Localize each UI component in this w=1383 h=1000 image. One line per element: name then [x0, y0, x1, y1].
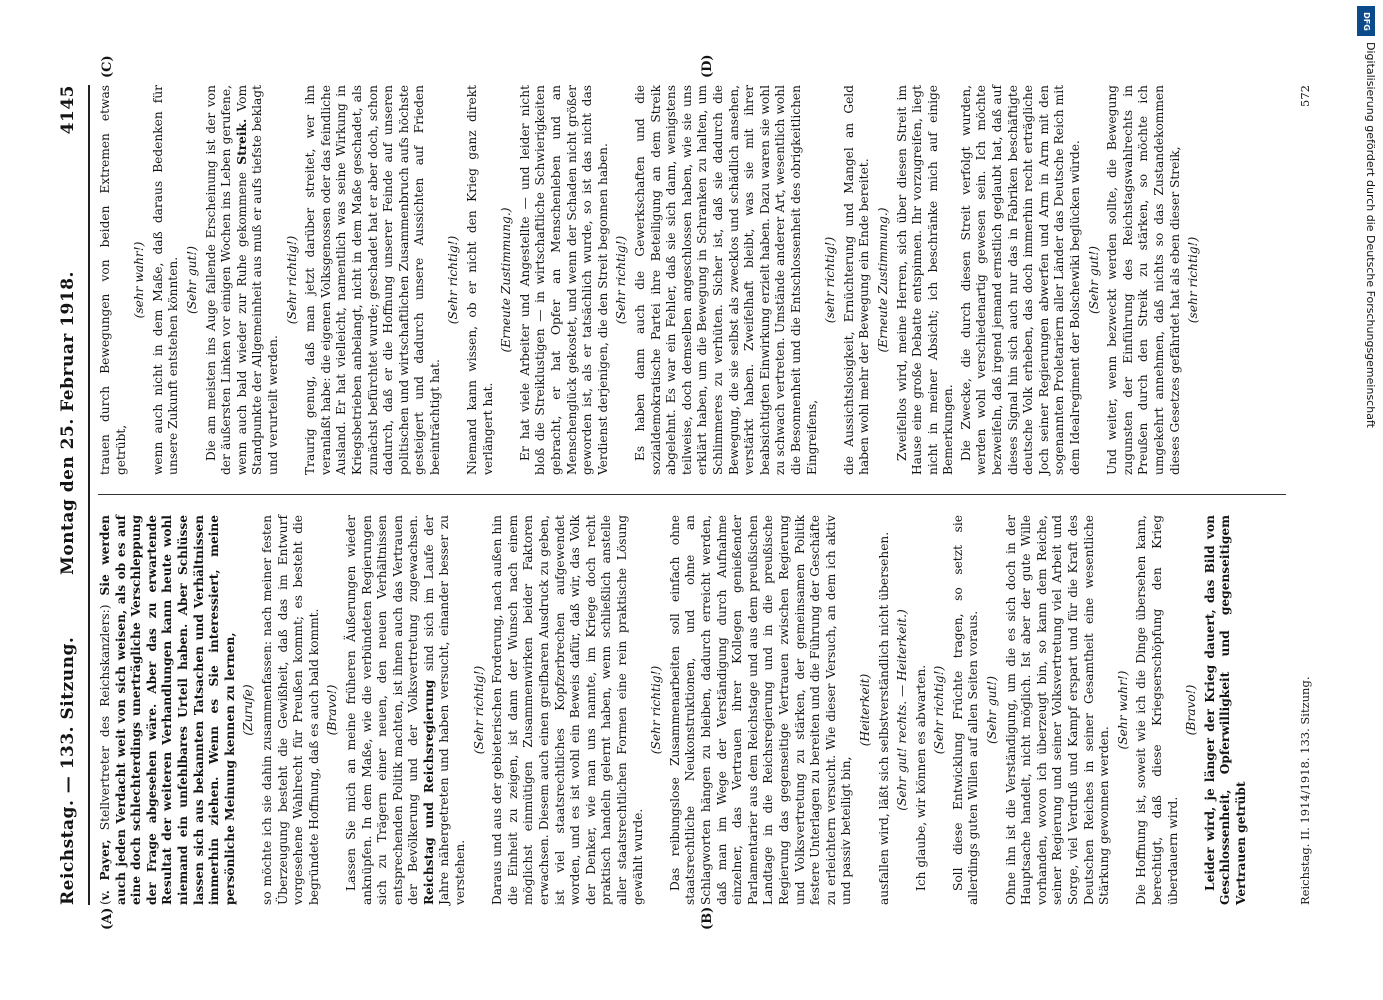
interjection: (Bravo!): [1184, 684, 1199, 736]
paragraph: Daraus und aus der gebieterischen Forderung, nach außen hin die Einheit zu zeigen, ist dann der Wunsch nach einem möglichst einmütigen Zusammenwirken beider Faktoren erwachsen. Diesem auch einen greifbaren Ausdruck zu geben, ist viel staatsrechtliches Kopfzerbrechen aufgewendet worden, und es ist wohl ein Beweis dafür, daß wir, das Volk der Denker, wie man uns nannte, im Kriege doch recht praktisch handeln gelernt haben, wenn schließlich anstelle aller staatsrechtlichen Formen eine rein praktische Lösung gewählt wurde.: [490, 515, 645, 905]
interjection: (Erneute Zustimmung.): [499, 207, 514, 353]
paragraph: Und weiter, wenn bezweckt werden sollte, die Bewegung zugunsten der Einführung des Reichstagswahlrechts in Preußen durch den Streik zu stärken, so möchte ich umgekehrt annehmen, daß nichts so das Zustandekommen dieses Gesetzes gefährdet hat als eben dieser Streik,: [1105, 85, 1182, 475]
margin-marker-b: (B): [700, 906, 715, 930]
interjection: (Sehr richtig!): [446, 235, 461, 325]
interjection: (sehr richtig!): [823, 236, 838, 324]
paragraph: Ich glaube, wir können es abwarten.: [913, 664, 928, 891]
paragraph: Ohne ihn ist die Verständigung, um die es sich doch in der Hauptsache handelt, nicht möglich. Ist aber der gute Wille vorhanden, wovon ich überzeugt bin, so kann dem Reiche, seiner Regierung und seiner Volksvertretung viel Arbeit und Sorge, viel Verdruß und Kampf erspart und für die Kraft des Deutschen Reiches in seiner Gesamtheit eine wesentliche Stärkung gewonnen werden.: [1003, 515, 1112, 905]
paragraph: Die Hoffnung ist, soweit wie ich die Dinge übersehen kann, berechtigt, daß diese Kriegserschöpfung den Krieg überdauern wird.: [1134, 515, 1180, 905]
header-rule: [88, 85, 90, 905]
emphasis: Reichstag und Reichsregierung: [421, 679, 436, 905]
paragraph-text: sind sich im Laufe der Jahre nähergetreten und haben versucht, einander besser zu verstehen.: [421, 515, 468, 905]
interjection: (Sehr gut!): [184, 245, 199, 315]
interjection: (Sehr richtig!): [932, 665, 947, 755]
paragraph: [204, 85, 282, 475]
interjection: (Sehr gut!): [1086, 245, 1101, 315]
paragraph-text: Lassen Sie mich an meine früheren Äußerungen wieder anknüpfen. In dem Maße, wie die verbündeten Regierungen sich zu Trägern einer neuen, den neuen Verhältnissen entsprechenden Politik machten, ist ihnen auch das Vertrauen der Bevölkerung und der Volksvertretung zugewachsen.: [343, 515, 421, 905]
paragraph: so möchte ich sie dahin zusammenfassen: nach meiner festen Überzeugung besteht die Gewißheit, daß das im Entwurf vorgesehene Wahlrecht für Preußen kommt; es besteht die begründete Hoffnung, daß es auch bald kommt.: [259, 515, 321, 905]
digitization-credit: [1355, 6, 1377, 606]
interjection: (Zurufe): [241, 684, 256, 736]
paragraph: Es haben dann auch die Gewerkschaften und die sozialdemokratische Partei ihre Beteiligung an dem Streik abgelehnt. Es war ein Fehler, daß sie sich dann, wenigstens teilweise, doch demselben angeschlossen haben, wie sie uns erklärt haben, um die Bewegung in Schranken zu halten, um Schlimmeres zu verhüten. Sicher ist, daß sie dadurch die Bewegung, die sie selbst als zwecklos und schädlich ansehen, verstärkt haben. Zweifelhaft bleibt, was sie mit ihrer beabsichtigten Einwirkung erzielt haben. Dazu waren sie wohl zu schwach vertreten. Umstände anderer Art, wesentlich wohl die Besonnenheit und die Entschlossenheit des obrigkeitlichen Eingreifens,: [633, 85, 819, 475]
speaker-role: Stellvertreter des Reichskanzlers:: [98, 609, 112, 831]
interjection: (Sehr gut! rechts. — Heiterkeit.): [895, 609, 910, 811]
paragraph: wenn auch nicht in dem Maße, daß daraus Bedenken für unsere Zukunft entstehen könnten.: [150, 85, 181, 475]
margin-marker-a: (A): [100, 907, 115, 930]
interjection: (Sehr richtig!): [649, 665, 664, 755]
paragraph: (v. Payer, Stellvertreter des Reichskanzlers:) Sie werden auch jeden Verdacht weit von sich weisen, als ob es auf eine doch schlechterdings unerträgliche Verschleppung der Frage abgesehen wäre. Aber das zu erwartende Resultat der weiteren Verhandlungen kann heute wohl niemand ein unfehlbares Urteil haben. Aber Schlüsse lassen sich aus bekannten Tatsachen und Verhältnissen immerhin ziehen. Wenn es Sie interessiert, meine persönliche Meinung kennen zu lernen,: [98, 515, 237, 905]
margin-marker-c: (C): [100, 55, 115, 78]
margin-marker-d: (D): [700, 54, 715, 78]
interjection: (Sehr richtig!): [284, 235, 299, 325]
dfg-logo-text: DFG: [1361, 11, 1371, 31]
interjection: (Sehr richtig!): [471, 665, 486, 755]
paragraph: ausfallen wird, läßt sich selbstverständlich nicht übersehen.: [876, 531, 891, 905]
interjection: (Sehr wahr!): [1115, 670, 1130, 750]
paragraph-text: Vom Standpunkte der Allgemeinheit aus muß er aufs tiefste beklagt und verurteilt werden.: [234, 84, 280, 475]
page-number: 4145: [58, 85, 78, 135]
right-column: [98, 85, 1205, 475]
paragraph-text: Sie werden auch jeden Verdacht weit von sich weisen, als ob es auf eine doch schlechterdings unerträgliche Verschleppung der Frage abgesehen wäre. Aber das zu erwartende Resultat der weiteren Verhandlungen kann heute wohl niemand ein unfehlbares Urteil haben. Aber Schlüsse lassen sich aus bekannten Tatsachen und Verhältnissen immerhin ziehen. Wenn es Sie interessiert, meine persönliche Meinung kennen zu lernen,: [98, 515, 237, 905]
paragraph: Das reibungslose Zusammenarbeiten soll einfach ohne staatsrechtliche Neukonstruktionen, und ohne an Schlagworten hängen zu bleiben, dadurch erreicht werden, daß man im Wege der Verständigung durch Aufnahme einzelner, das Vertrauen ihrer Kollegen genießender Parlamentarier aus dem Reichstage und aus dem preußischen Landtage in die Reichsregierung und in die preußische Regierung das gegenseitige Vertrauen zwischen Regierung und Volksvertretung zu stärken, der gemeinsamen Politik festere Unterlagen zu bereiten und die Führung der Geschäfte zu erleichtern versucht. Wie dieser Versuch, an dem ich aktiv und passiv beteiligt bin,: [667, 515, 854, 905]
paragraph: Niemand kann wissen, ob er nicht den Krieg ganz direkt verlängert hat.: [465, 85, 495, 475]
paragraph: Traurig genug, daß man jetzt darüber streitet, wer ihn veranlaßt habe: die eigenen Volksgenossen oder das feindliche Ausland. Er hat vielleicht, namentlich was seine Wirkung in Kriegsbetrieben anbelangt, nicht in dem Maße geschadet, als zunächst befürchtet wurde; geschadet hat er aber doch, schon dadurch, daß er die Hoffnung unserer Feinde auf unseren politischen und wirtschaftlichen Zusammenbruch aufs höchste gesteigert und dadurch unsere Aussichten auf Frieden beeinträchtigt hat.: [303, 85, 442, 475]
paragraph: Leider wird, je länger der Krieg dauert, das Bild von Geschlossenheit, Opferwilligkeit und gegenseitigem Vertrauen getrübt: [1202, 515, 1248, 905]
paragraph: Er hat viele Arbeiter und Angestellte — und leider nicht bloß die Streiklustigen — in wirtschaftliche Schwierigkeiten gebracht, er hat Opfer an Menschenleben und an Menschenglück gekostet, und wenn der Schaden nicht größer geworden ist, als er tatsächlich wurde, so ist das nicht das Verdienst derjenigen, die den Streit begonnen haben.: [517, 85, 610, 475]
interjection: (Heiterkeit): [857, 673, 872, 747]
emphasis: Streik.: [234, 118, 249, 165]
footer-sheet-number: 572: [1298, 85, 1312, 107]
paragraph: Soll diese Entwicklung Früchte tragen, so setzt sie allerdings guten Willen auf allen Seiten voraus.: [950, 515, 981, 905]
paragraph: Die Zwecke, die durch diesen Streit verfolgt wurden, werden wohl verschiedenartig gewesen sein. Ich möchte bezweifeln, daß irgend jemand ernstlich geglaubt hat, daß auf dieses Signal hin sich auch nur das in Fabriken beschäftigte deutsche Volk erheben, das doch immerhin recht erträgliche Joch seiner Regierungen abwerfen und Arm in Arm mit den sogenannten Proletariern aller Länder das Deutsche Reich mit dem Idealregiment der Bolschewiki beglücken würde.: [958, 85, 1083, 475]
interjection: (sehr wahr!): [132, 241, 147, 319]
paragraph: trauen durch Bewegungen von beiden Extremen etwas getrübt,: [98, 85, 128, 475]
running-header: [58, 85, 88, 905]
speaker-name: v. Payer,: [98, 839, 112, 901]
header-left: Reichstag. — 133. Sitzung.: [58, 636, 78, 905]
paragraph: die Aussichtslosigkeit, Ernüchterung und Mangel an Geld haben wohl mehr der Bewegung ein Ende bereitet.: [841, 85, 872, 475]
dfg-logo: [1357, 6, 1375, 36]
interjection: (Sehr richtig!): [614, 235, 629, 325]
left-column: [98, 515, 1252, 905]
credit-text: Digitalisierung gefördert durch die Deutsche Forschungsgemeinschaft: [1364, 42, 1377, 428]
paragraph: [344, 515, 469, 905]
header-date: Montag den 25. Februar 1918.: [58, 271, 78, 575]
interjection: (Bravo!): [325, 684, 340, 736]
interjection: (Erneute Zustimmung.): [875, 207, 890, 353]
interjection: (sehr richtig!): [1186, 236, 1201, 324]
paragraph: Zweifellos wird, meine Herren, sich über diesen Streit im Hause eine große Debatte entspinnen. Ihr vorzugreifen, liegt nicht in meiner Absicht; ich beschränke mich auf einige Bemerkungen.: [894, 85, 956, 475]
footer-left: Reichstag. II. 1914/1918. 133. Sitzung.: [1298, 676, 1312, 905]
paragraph-text: Die am meisten ins Auge fallende Erscheinung ist der von der äußersten Linken vor einigen Wochen ins Leben gerufene, wenn auch bald wieder zur Ruhe gekommene: [203, 85, 249, 475]
interjection: (Sehr gut!): [985, 675, 1000, 745]
column-divider: [98, 494, 1286, 495]
